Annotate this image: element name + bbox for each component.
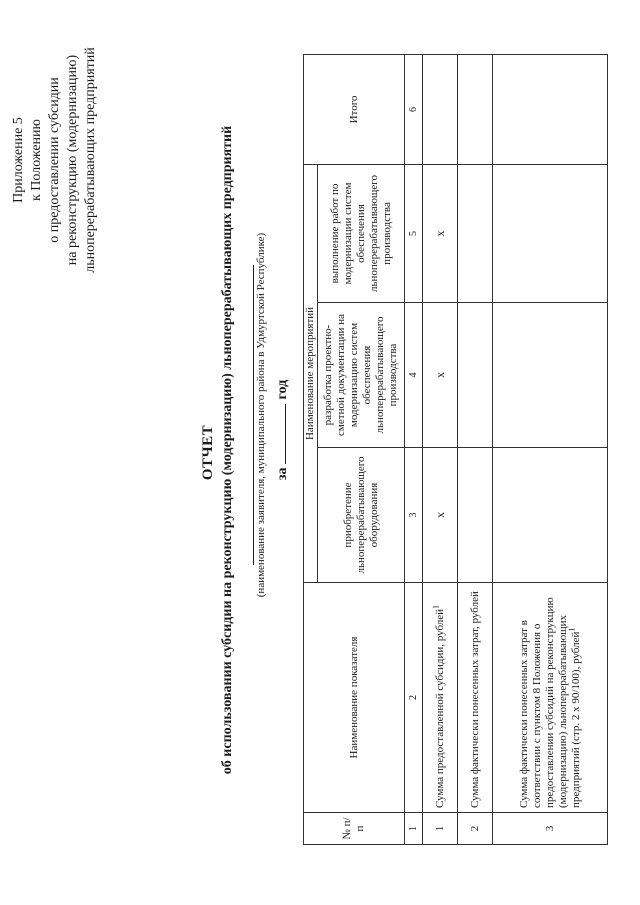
header-num: № п/п: [304, 813, 405, 845]
header-col4: разработка проектно-сметной документации на модернизацию систем обеспечения льноперерабатывающего производства: [318, 303, 405, 448]
col-number: 5: [405, 164, 423, 302]
cell-total: [423, 54, 458, 164]
cell-col4: х: [423, 303, 458, 448]
header-col3: приобретение льноперерабатывающего оборудования: [318, 448, 405, 583]
annex-line-1: Приложение 5: [11, 117, 26, 203]
row-num: 2: [458, 813, 493, 845]
table-row: [493, 54, 608, 844]
cell-col3: х: [423, 448, 458, 583]
applicant-hint: (наименование заявителя, муниципального района в Удмуртской Республике): [255, 232, 267, 598]
row-num: 1: [423, 813, 458, 845]
header-row-1: [304, 54, 318, 844]
col-number: 1: [405, 813, 423, 845]
cell-col5: [493, 164, 608, 302]
col-number: 3: [405, 448, 423, 583]
row-indicator: [493, 583, 608, 813]
period-suffix: год: [275, 379, 290, 400]
footnote-mark: 1: [566, 627, 576, 632]
row-indicator-text: Сумма фактически понесенных затрат, рублей: [468, 591, 481, 808]
header-events: Наименование мероприятий: [304, 164, 318, 582]
report-table: [303, 54, 608, 845]
column-number-row: [405, 54, 423, 844]
table-row: [423, 54, 458, 844]
header-indicator: Наименование показателя: [304, 583, 405, 813]
header-total: Итого: [304, 54, 405, 164]
cell-col3: [458, 448, 493, 583]
row-num: 3: [493, 813, 608, 845]
row-indicator-text: Сумма предоставленной субсидии, рублей: [433, 608, 446, 808]
annex-line-5: льноперерабатывающих предприятий: [83, 47, 98, 273]
period-prefix: за: [275, 467, 290, 481]
cell-col4: [493, 303, 608, 448]
report-title: ОТЧЕТ: [200, 424, 216, 481]
cell-col5: х: [423, 164, 458, 302]
report-period: [275, 350, 291, 510]
report-subtitle: об использовании субсидии на реконструкцию (модернизацию) льноперерабатывающих предприятий: [220, 125, 235, 775]
header-col5: выполнение работ по модернизации систем обеспечения льноперерабатывающего производства: [318, 164, 405, 302]
cell-col3: [493, 448, 608, 583]
annex-line-4: на реконструкцию (модернизацию): [65, 54, 80, 266]
row-indicator-text: Сумма фактически понесенных затрат в соответствии с пунктом 8 Положения о предоставлении субсидий на реконструкцию (модернизацию) льноперерабатывающих предприятий (стр. 2 х 90/100), рублей: [517, 597, 582, 808]
col-number: 6: [405, 54, 423, 164]
row-indicator: [458, 583, 493, 813]
annex-block: [10, 15, 100, 305]
annex-line-3: о предоставлении субсидии: [47, 77, 62, 243]
table-row: [458, 54, 493, 844]
col-number: 4: [405, 303, 423, 448]
col-number: 2: [405, 583, 423, 813]
cell-col5: [458, 164, 493, 302]
cell-total: [458, 54, 493, 164]
cell-col4: [458, 303, 493, 448]
annex-line-2: к Положению: [29, 119, 44, 202]
row-indicator: [423, 583, 458, 813]
footnote-mark: 1: [430, 604, 440, 609]
period-blank: [285, 404, 286, 464]
applicant-fill-line: [253, 265, 254, 565]
cell-total: [493, 54, 608, 164]
